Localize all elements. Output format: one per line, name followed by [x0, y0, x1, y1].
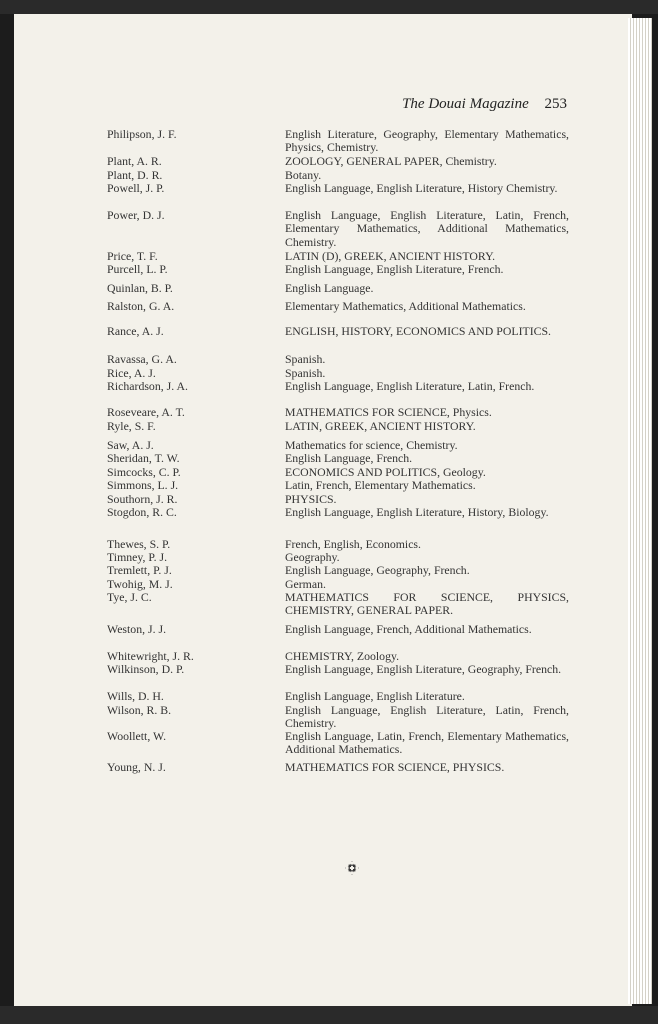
entry-name: Plant, A. R. — [107, 154, 162, 168]
entry-name: Rice, A. J. — [107, 366, 156, 380]
entry-name: Twohig, M. J. — [107, 577, 173, 591]
entry-name: Price, T. F. — [107, 249, 158, 263]
entry-subjects: English Language, French. — [285, 451, 413, 465]
entry-subjects: MATHEMATICS FOR SCIENCE, Physics. — [285, 405, 492, 419]
entry-name: Simmons, L. J. — [107, 478, 179, 492]
entry-name: Philipson, J. F. — [107, 127, 177, 141]
entry-subjects: MATHEMATICS FOR SCIENCE, PHYSICS. — [285, 760, 505, 774]
entry-name: Tremlett, P. J. — [107, 563, 172, 577]
cross-ornament-icon — [344, 860, 360, 876]
entry-subjects: English Language, English Literature, Latin, French, Elementary Mathematics, Additional Mathematics, Chemistry. — [285, 208, 569, 249]
entry-name: Wilkinson, D. P. — [107, 662, 185, 676]
entry-subjects: French, English, Economics. — [285, 537, 421, 551]
entry-name: Thewes, S. P. — [107, 537, 171, 551]
page-number: 253 — [544, 96, 567, 112]
entry-subjects: ECONOMICS AND POLITICS, Geology. — [285, 465, 486, 479]
entry-name: Wills, D. H. — [107, 689, 164, 703]
entry-name: Richardson, J. A. — [107, 379, 188, 393]
entry-subjects: CHEMISTRY, Zoology. — [285, 649, 400, 663]
entry-name: Ryle, S. F. — [107, 419, 156, 433]
entry-name: Purcell, L. P. — [107, 262, 168, 276]
entry-name: Southorn, J. R. — [107, 492, 178, 506]
entry-subjects: English Language, English Literature, Geography, French. — [285, 662, 562, 676]
entry-name: Weston, J. J. — [107, 622, 167, 636]
entry-name: Powell, J. P. — [107, 181, 165, 195]
entry-subjects: LATIN (D), GREEK, ANCIENT HISTORY. — [285, 249, 496, 263]
entry-subjects: English Language, English Literature, Latin, French. — [285, 379, 535, 393]
entry-subjects: English Language, French, Additional Mathematics. — [285, 622, 532, 636]
entry-name: Ralston, G. A. — [107, 299, 175, 313]
entry-name: Young, N. J. — [107, 760, 166, 774]
entry-subjects: Spanish. — [285, 366, 326, 380]
entry-subjects: English Language, English Literature, French. — [285, 262, 504, 276]
entry-name: Simcocks, C. P. — [107, 465, 181, 479]
entry-subjects: English Language, Geography, French. — [285, 563, 470, 577]
entry-name: Whitewright, J. R. — [107, 649, 194, 663]
scan-top-border — [0, 0, 658, 14]
scan-bottom-border — [0, 1006, 658, 1024]
entry-subjects: Botany. — [285, 168, 322, 182]
entry-subjects: Spanish. — [285, 352, 326, 366]
entry-subjects: Mathematics for science, Chemistry. — [285, 438, 458, 452]
entry-name: Saw, A. J. — [107, 438, 154, 452]
entry-name: Woollett, W. — [107, 729, 167, 743]
entry-subjects: English Language, English Literature, Latin, French, Chemistry. — [285, 703, 569, 731]
entry-name: Ravassa, G. A. — [107, 352, 177, 366]
entry-name: Quinlan, B. P. — [107, 281, 173, 295]
entry-name: Stogdon, R. C. — [107, 505, 177, 519]
entry-subjects: ENGLISH, HISTORY, ECONOMICS AND POLITICS. — [285, 324, 552, 338]
entry-subjects: German. — [285, 577, 326, 591]
entry-name: Sheridan, T. W. — [107, 451, 180, 465]
entry-name: Rance, A. J. — [107, 324, 164, 338]
entry-subjects: PHYSICS. — [285, 492, 337, 506]
entry-subjects: English Literature, Geography, Elementary Mathematics, Physics, Chemistry. — [285, 127, 569, 155]
entry-subjects: MATHEMATICS FOR SCIENCE, PHYSICS, CHEMISTRY, GENERAL PAPER. — [285, 590, 569, 618]
entry-subjects: LATIN, GREEK, ANCIENT HISTORY. — [285, 419, 476, 433]
entry-subjects: Latin, French, Elementary Mathematics. — [285, 478, 476, 492]
entry-subjects: ZOOLOGY, GENERAL PAPER, Chemistry. — [285, 154, 497, 168]
entry-subjects: English Language, English Literature, History, Biology. — [285, 505, 549, 519]
magazine-title: The Douai Magazine — [402, 96, 529, 112]
entry-name: Wilson, R. B. — [107, 703, 172, 717]
entry-name: Tye, J. C. — [107, 590, 152, 604]
entry-subjects: Geography. — [285, 550, 340, 564]
entry-name: Roseveare, A. T. — [107, 405, 185, 419]
entry-name: Plant, D. R. — [107, 168, 163, 182]
entry-subjects: English Language, Latin, French, Elementary Mathematics, Additional Mathematics. — [285, 729, 569, 757]
entry-name: Power, D. J. — [107, 208, 165, 222]
entry-subjects: Elementary Mathematics, Additional Mathematics. — [285, 299, 526, 313]
entry-subjects: English Language. — [285, 281, 374, 295]
page-edge-stack — [628, 18, 652, 1004]
entry-name: Timney, P. J. — [107, 550, 168, 564]
entry-subjects: English Language, English Literature. — [285, 689, 465, 703]
entry-subjects: English Language, English Literature, History Chemistry. — [285, 181, 558, 195]
running-header — [402, 96, 567, 113]
